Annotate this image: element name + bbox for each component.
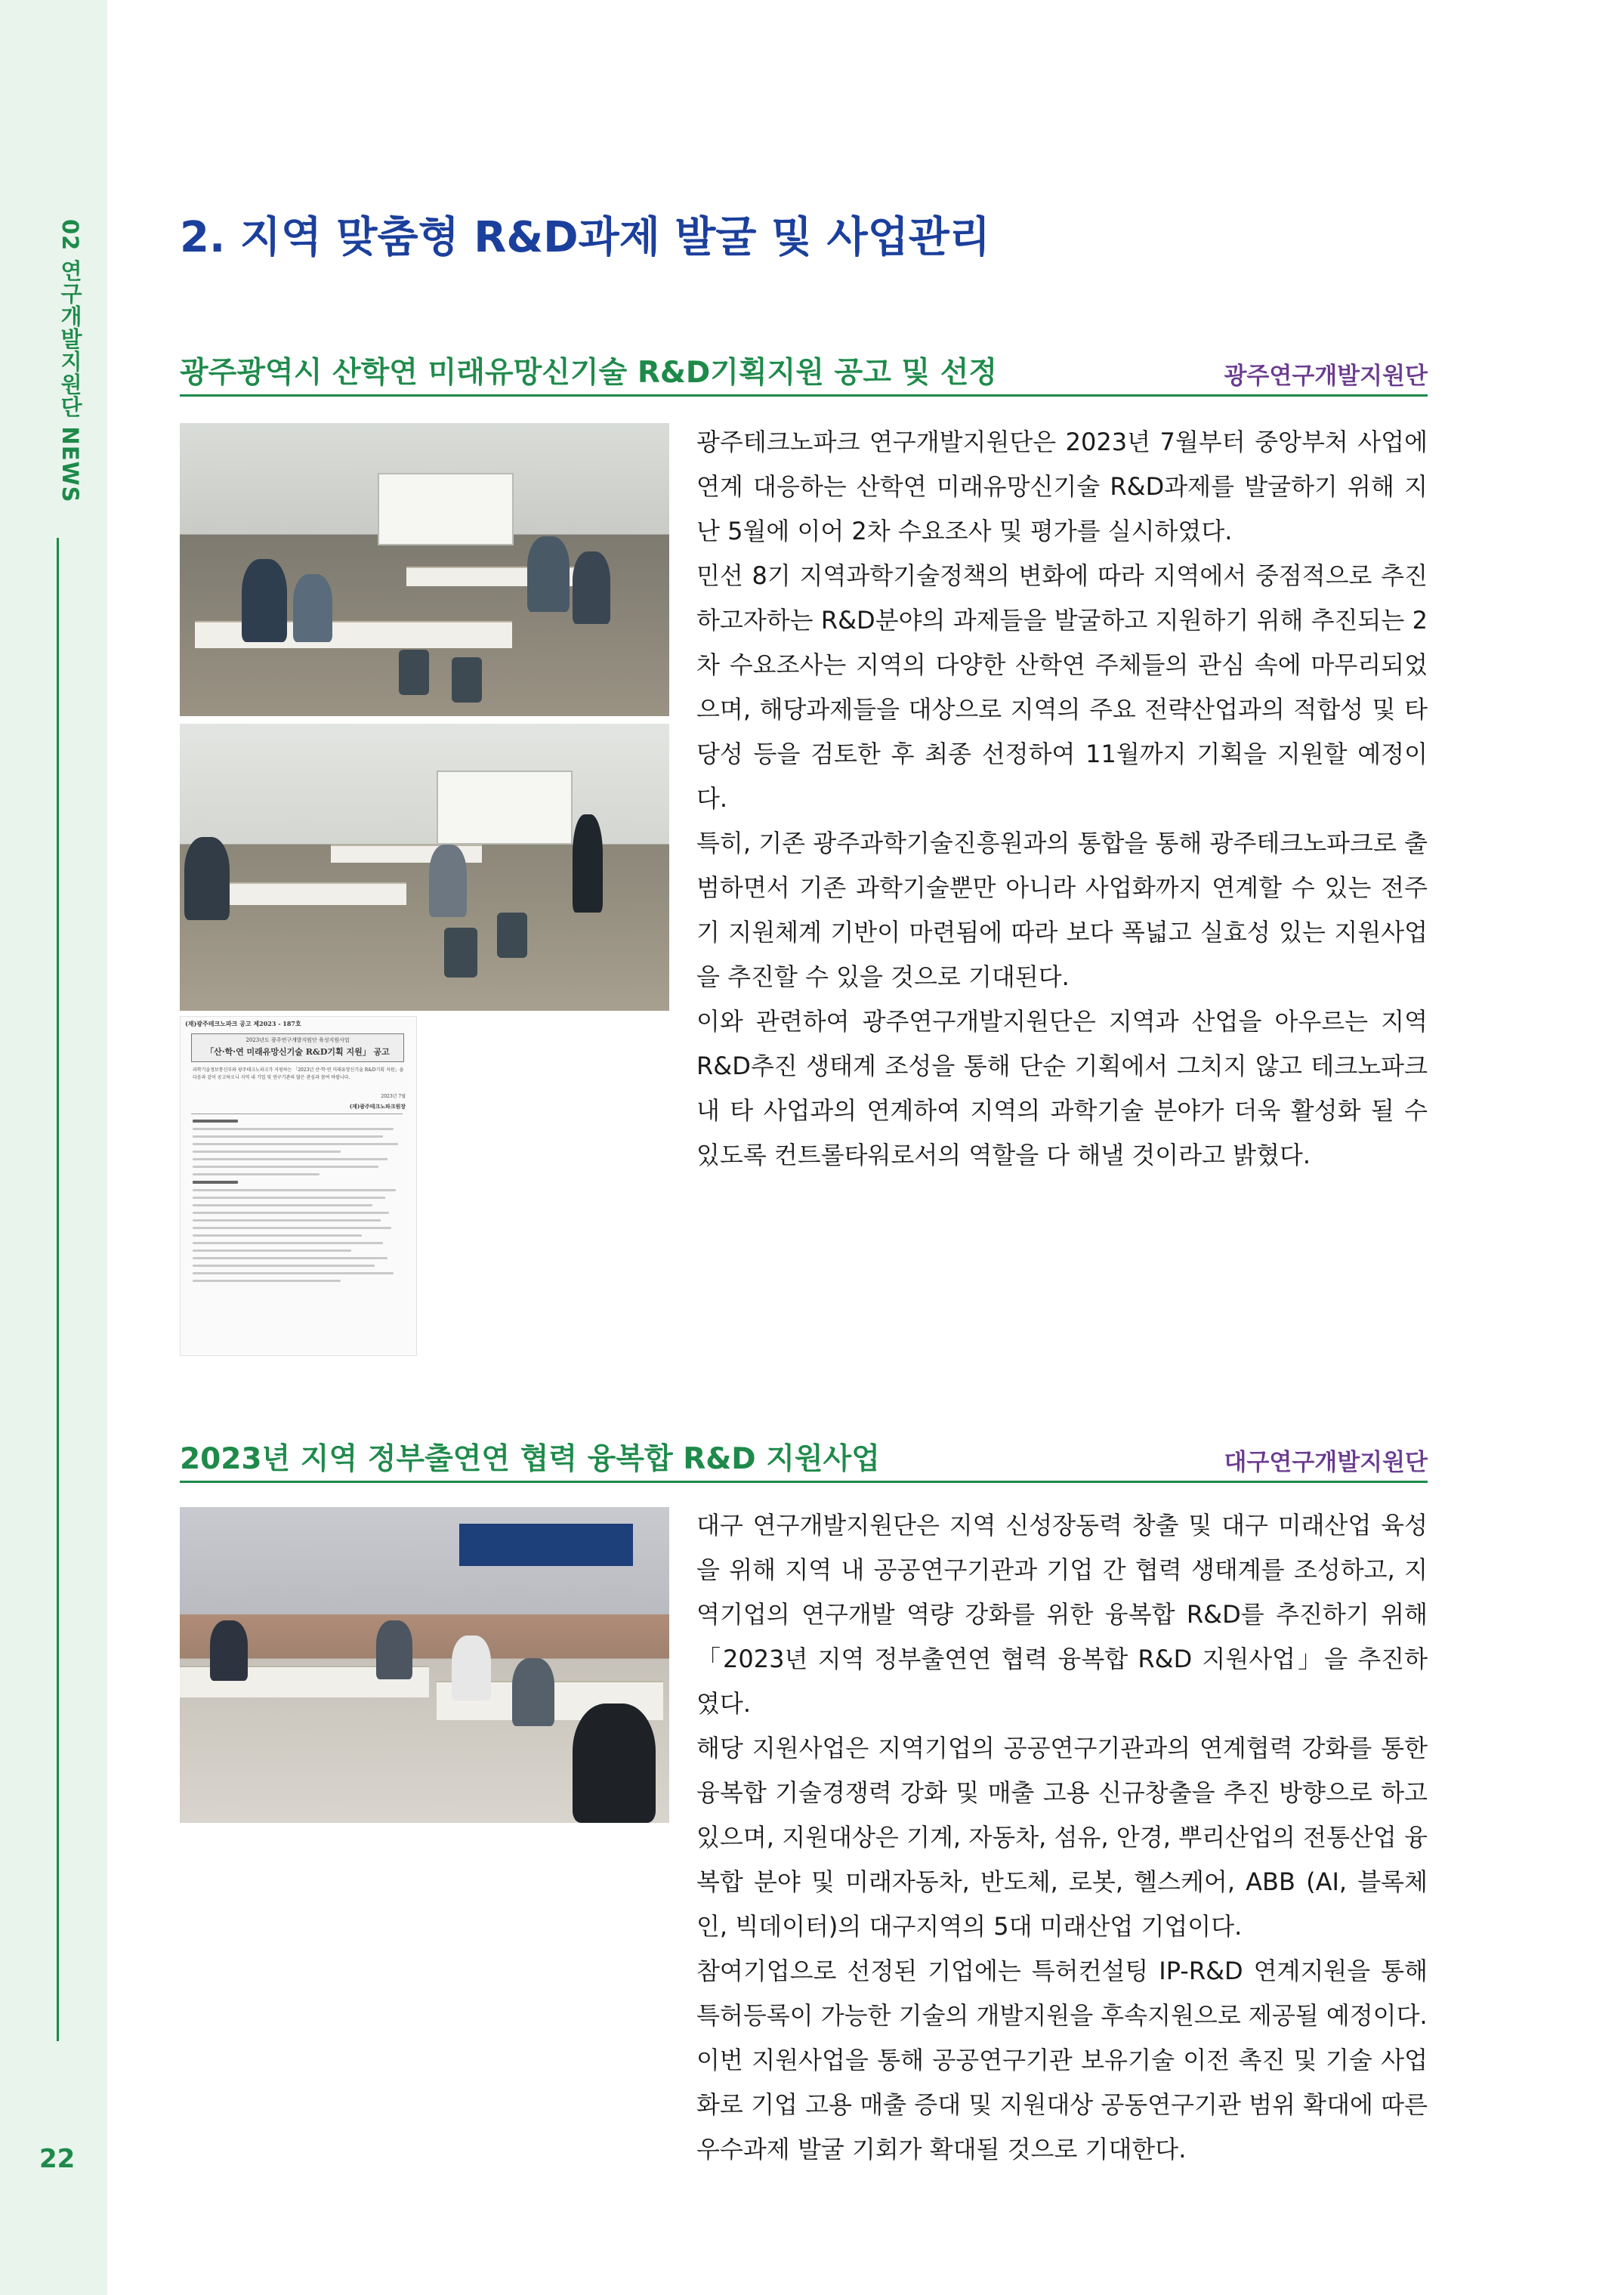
sidebar-label: 02 연구개발지원단 NEWS [57,219,83,503]
section2-org: 대구연구개발지원단 [1224,1449,1428,1476]
event-banner [459,1524,633,1566]
meeting-table [225,882,406,905]
notice-intro: 과학기술정보통신부와 광주테크노파크가 지원하는 「2023년 산·학·연 미래유망신기술 R&D기획 지원」을 다음과 같이 공고하오니 지역 내 기업 및 연구기관의 많은 관심과 참여 바랍니다. [193,1067,404,1080]
attendee [184,837,230,920]
notice-box-subtitle: 2023년도 광주연구개발지원단 육성지원사업 [245,1037,350,1043]
attendee [573,551,610,624]
attendee [573,1703,656,1823]
section1-org: 광주연구개발지원단 [1224,363,1428,390]
section2-paragraph-2: 해당 지원사업은 지역기업의 공공연구기관과의 연계협력 강화를 통한 융복합 기술경쟁력 강화 및 매출 고용 신규창출을 추진 방향으로 하고 있으며, 지원대상은 기계, 자동차, 섬유, 안경, 뿌리산업의 전통산업 융복합 분야 및 미래자동차, 반도체, 로봇, 헬스케어, ABB (AI, 블록체인, 빅데이터)의 대구지역의 5대 미래산업 기업이다. [696,1734,1428,1941]
notice-title-box [191,1033,404,1062]
page-number: 22 [39,2144,76,2174]
section1-title: 광주광역시 산학연 미래유망신기술 R&D기획지원 공고 및 선정 [180,356,998,390]
attendee [376,1620,412,1679]
section2-paragraph-4: 이번 지원사업을 통해 공공연구기관 보유기술 이전 촉진 및 기술 사업화로 기업 고용 매출 증대 및 지원대상 공동연구기관 범위 확대에 따른 우수과제 발굴 기회가 확대될 것으로 기대한다. [696,2046,1428,2164]
page-title: 2. 지역 맞춤형 R&D과제 발굴 및 사업관리 [180,213,991,262]
section1-rule [180,394,1428,397]
attendee [429,845,467,917]
chair [444,928,477,978]
chair [399,650,429,695]
section2-paragraph-3: 참여기업으로 선정된 기업에는 특허컨설팅 IP-R&D 연계지원을 통해 특허등록이 가능한 기술의 개발지원을 후속지원으로 제공될 예정이다. [696,1957,1428,2030]
projector-screen [437,771,573,845]
notice-document [180,1016,417,1356]
section1-body [696,420,1428,1178]
attendee [527,536,570,612]
section1-paragraph-4: 이와 관련하여 광주연구개발지원단은 지역과 산업을 아우르는 지역 R&D추진 생태계 조성을 통해 단순 기획에서 그치지 않고 테크노파크 내 타 사업과의 연계하여 지역의 과학기술 분야가 더욱 활성화 될 수 있도록 컨트롤타워로서의 역할을 다 해낼 것이라고 밝혔다. [696,1007,1428,1169]
sidebar-line [57,538,59,2041]
attendee [242,559,287,642]
section1-paragraph-2: 민선 8기 지역과학기술정책의 변화에 따라 지역에서 중점적으로 추진하고자하는 R&D분야의 과제들을 발굴하고 지원하기 위해 추진되는 2차 수요조사는 지역의 다양한 산학연 주체들의 관심 속에 마무리되었으며, 해당과제들을 대상으로 지역의 주요 전략산업과의 적합성 및 타당성 등을 검토한 후 최종 선정하여 11월까지 기획을 지원할 예정이다. [696,561,1428,813]
section2-paragraph-1: 대구 연구개발지원단은 지역 신성장동력 창출 및 대구 미래산업 육성을 위해 지역 내 공공연구기관과 기업 간 협력 생태계를 조성하고, 지역기업의 연구개발 역량 강화를 위한 융복합 R&D를 추진하기 위해 「2023년 지역 정부출연연 협력 융복합 R&D 지원사업」을 추진하였다. [696,1511,1428,1718]
notice-date: 2023년 7월 [381,1094,406,1099]
meeting-photo-3 [180,1507,669,1823]
section2-rule [180,1481,1428,1483]
attendee [293,574,332,642]
notice-body-lines [193,1120,404,1287]
attendee [512,1658,554,1726]
notice-issuer: (재)광주테크노파크원장 [349,1103,406,1110]
chair [497,913,527,958]
section2-body [696,1503,1428,2172]
attendee [452,1636,491,1700]
meeting-photo-1 [180,423,669,716]
projector-screen [378,473,514,545]
section2-title: 2023년 지역 정부출연연 협력 융복합 R&D 지원사업 [180,1442,880,1476]
section1-paragraph-3: 특히, 기존 광주과학기술진흥원과의 통합을 통해 광주테크노파크로 출범하면서 기존 과학기술뿐만 아니라 사업화까지 연계할 수 있는 전주기 지원체계 기반이 마련됨에 따라 보다 폭넓고 실효성 있는 지원사업을 추진할 수 있을 것으로 기대된다. [696,829,1428,991]
attendee [210,1620,248,1681]
chair [452,657,482,703]
meeting-photo-2 [180,724,669,1011]
presenter [573,814,603,913]
section1-paragraph-1: 광주테크노파크 연구개발지원단은 2023년 7월부터 중앙부처 사업에 연계 대응하는 산학연 미래유망신기술 R&D과제를 발굴하기 위해 지난 5월에 이어 2차 수요조사 및 평가를 실시하였다. [696,428,1428,545]
notice-header: (재)광주테크노파크 공고 제2023 - 187호 [185,1020,301,1027]
notice-box-title: 「산·학·연 미래유망신기술 R&D기획 지원」 공고 [205,1047,390,1057]
